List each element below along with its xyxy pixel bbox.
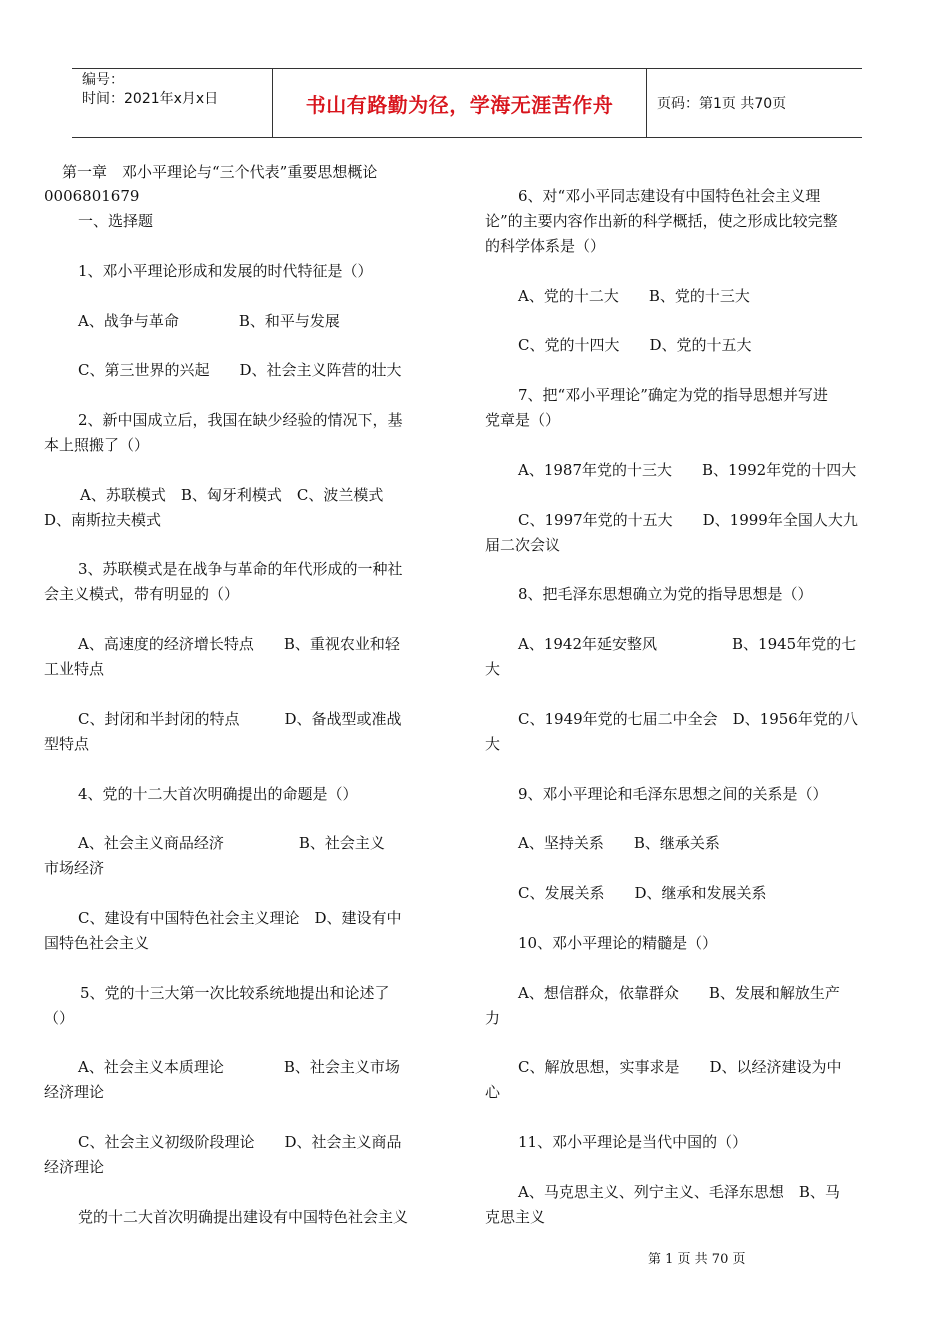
option-line: 大: [485, 660, 501, 678]
option-line: A、高速度的经济增长特点 B、重视农业和轻: [78, 635, 400, 653]
option-line: A、社会主义商品经济 B、社会主义: [78, 834, 385, 852]
question-line: 的科学体系是（）: [485, 237, 606, 255]
option-line: 工业特点: [44, 660, 105, 678]
option-line: C、1997年党的十五大 D、1999年全国人大九: [518, 511, 858, 529]
option-line: A、1987年党的十三大 B、1992年党的十四大: [518, 461, 857, 479]
option-line: A、马克思主义、列宁主义、毛泽东思想 B、马: [518, 1183, 840, 1201]
question-line: （）: [44, 1009, 75, 1027]
page-header: [72, 68, 862, 138]
header-info-cell: [72, 69, 273, 137]
section-title: 一、选择题: [78, 212, 154, 230]
header-motto-cell: [273, 69, 647, 137]
question-line: 5、党的十三大第一次比较系统地提出和论述了: [80, 984, 390, 1002]
option-line: 克思主义: [485, 1208, 546, 1226]
document-number-label: 编号：: [82, 72, 124, 88]
option-line: 届二次会议: [485, 536, 561, 554]
chapter-title: 第一章 邓小平理论与“三个代表”重要思想概论: [62, 163, 378, 181]
header-page-cell: [647, 69, 862, 137]
page-footer: 第 1 页 共 70 页: [648, 1252, 746, 1267]
question-line: 会主义模式，带有明显的（）: [44, 585, 240, 603]
option-line: 国特色社会主义: [44, 934, 150, 952]
option-line: 心: [485, 1083, 501, 1101]
option-line: C、社会主义初级阶段理论 D、社会主义商品: [78, 1133, 402, 1151]
option-line: A、苏联模式 B、匈牙利模式 C、波兰模式: [80, 486, 384, 504]
option-line: 经济理论: [44, 1158, 105, 1176]
motto-text: 书山有路勤为径，学海无涯苦作舟: [305, 92, 614, 117]
option-line: C、发展关系 D、继承和发展关系: [518, 884, 767, 902]
option-line: A、社会主义本质理论 B、社会主义市场: [78, 1058, 400, 1076]
question-line: 3、苏联模式是在战争与革命的年代形成的一种社: [78, 560, 403, 578]
question-line: 4、党的十二大首次明确提出的命题是（）: [78, 785, 358, 803]
question-line: 11、邓小平理论是当代中国的（）: [518, 1133, 748, 1151]
question-line: 党章是（）: [485, 411, 561, 429]
question-line: 9、邓小平理论和毛泽东思想之间的关系是（）: [518, 785, 828, 803]
option-line: C、封闭和半封闭的特点 D、备战型或准战: [78, 710, 402, 728]
note-line: 党的十二大首次明确提出建设有中国特色社会主义: [78, 1208, 409, 1226]
question-line: 1、邓小平理论形成和发展的时代特征是（）: [78, 262, 373, 280]
option-line: C、建设有中国特色社会主义理论 D、建设有中: [78, 909, 402, 927]
option-line: A、战争与革命 B、和平与发展: [78, 312, 340, 330]
question-line: 本上照搬了（）: [44, 436, 150, 454]
question-line: 8、把毛泽东思想确立为党的指导思想是（）: [518, 585, 813, 603]
option-line: C、党的十四大 D、党的十五大: [518, 336, 752, 354]
question-line: 论”的主要内容作出新的科学概括，使之形成比较完整: [485, 212, 838, 230]
option-line: 经济理论: [44, 1083, 105, 1101]
option-line: C、第三世界的兴起 D、社会主义阵营的壮大: [78, 361, 402, 379]
option-line: 力: [485, 1009, 501, 1027]
option-line: D、南斯拉夫模式: [44, 511, 162, 529]
option-line: A、党的十二大 B、党的十三大: [518, 287, 750, 305]
option-line: C、1949年党的七届二中全会 D、1956年党的八: [518, 710, 858, 728]
option-line: 大: [485, 735, 501, 753]
option-line: A、1942年延安整风 B、1945年党的七: [518, 635, 857, 653]
option-line: 市场经济: [44, 859, 105, 877]
option-line: A、坚持关系 B、继承关系: [518, 834, 720, 852]
question-line: 10、邓小平理论的精髓是（）: [518, 934, 718, 952]
document-time-label: 时间：2021年x月x日: [82, 91, 219, 107]
question-line: 2、新中国成立后，我国在缺少经验的情况下，基: [78, 411, 403, 429]
document-code: 0006801679: [44, 187, 140, 205]
question-line: 6、对“邓小平同志建设有中国特色社会主义理: [518, 187, 821, 205]
option-line: A、想信群众，依靠群众 B、发展和解放生产: [518, 984, 840, 1002]
page-info-text: 页码：第1页 共70页: [657, 96, 787, 112]
option-line: 型特点: [44, 735, 90, 753]
question-line: 7、把“邓小平理论”确定为党的指导思想并写进: [518, 386, 828, 404]
option-line: C、解放思想，实事求是 D、以经济建设为中: [518, 1058, 842, 1076]
